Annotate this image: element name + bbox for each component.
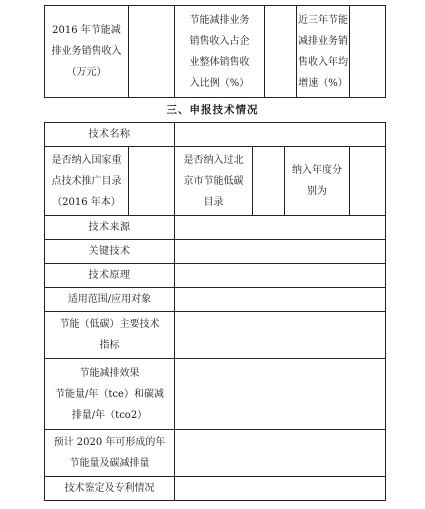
tech-principle-row (45, 264, 386, 288)
scope-row (45, 288, 386, 312)
revenue-row (45, 6, 386, 98)
tech-principle-label: 技术原理 (45, 264, 175, 288)
forecast-value[interactable] (175, 430, 386, 477)
effect-label: 节能减排效果 节能量/年（tce）和碳减 排量/年（tco2） (45, 359, 175, 430)
tech-name-value[interactable] (175, 123, 386, 147)
effect-row (45, 359, 386, 430)
section-title: 三、申报技术情况 (166, 104, 259, 116)
tech-info-table (44, 122, 386, 501)
enterprise-info-table (44, 5, 386, 98)
catalog-row (45, 147, 386, 216)
key-tech-value[interactable] (175, 240, 386, 264)
forecast-row (45, 430, 386, 477)
energy-indicators-label: 节能（低碳）主要技术 指标 (45, 312, 175, 359)
national-catalog-label: 是否纳入国家重 点技术推广目录 （2016 年本） (45, 147, 129, 216)
beijing-catalog-value[interactable] (253, 147, 285, 216)
national-catalog-value[interactable] (129, 147, 175, 216)
tech-name-row (45, 123, 386, 147)
inclusion-year-value[interactable] (350, 147, 386, 216)
beijing-catalog-label: 是否纳入过北 京市节能低碳 目录 (175, 147, 253, 216)
tech-principle-value[interactable] (175, 264, 386, 288)
appraisal-patent-value[interactable] (175, 477, 386, 501)
scope-value[interactable] (175, 288, 386, 312)
revenue-ratio-value[interactable] (265, 6, 297, 98)
effect-value[interactable] (175, 359, 386, 430)
tech-name-label: 技术名称 (45, 123, 175, 147)
energy-indicators-row (45, 312, 386, 359)
growth-rate-label: 近三年节能 减排业务销 售收入年均 增速（%） (297, 6, 350, 98)
tech-source-label: 技术来源 (45, 216, 175, 240)
key-tech-label: 关键技术 (45, 240, 175, 264)
sales-revenue-label: 2016 年节能减 排业务销售收入 （万元） (45, 6, 129, 98)
sales-revenue-value[interactable] (129, 6, 175, 98)
inclusion-year-label: 纳入年度分 别为 (285, 147, 350, 216)
energy-indicators-value[interactable] (175, 312, 386, 359)
appraisal-row (45, 477, 386, 501)
forecast-label: 预计 2020 年可形成的年 节能量及碳减排量 (45, 430, 175, 477)
key-tech-row (45, 240, 386, 264)
tech-source-row (45, 216, 386, 240)
tech-source-value[interactable] (175, 216, 386, 240)
appraisal-patent-label: 技术鉴定及专利情况 (45, 477, 175, 501)
scope-label: 适用范围/应用对象 (45, 288, 175, 312)
revenue-ratio-label: 节能减排业务 销售收入占企 业整体销售收 入比例（%） (175, 6, 265, 98)
growth-rate-value[interactable] (350, 6, 386, 98)
